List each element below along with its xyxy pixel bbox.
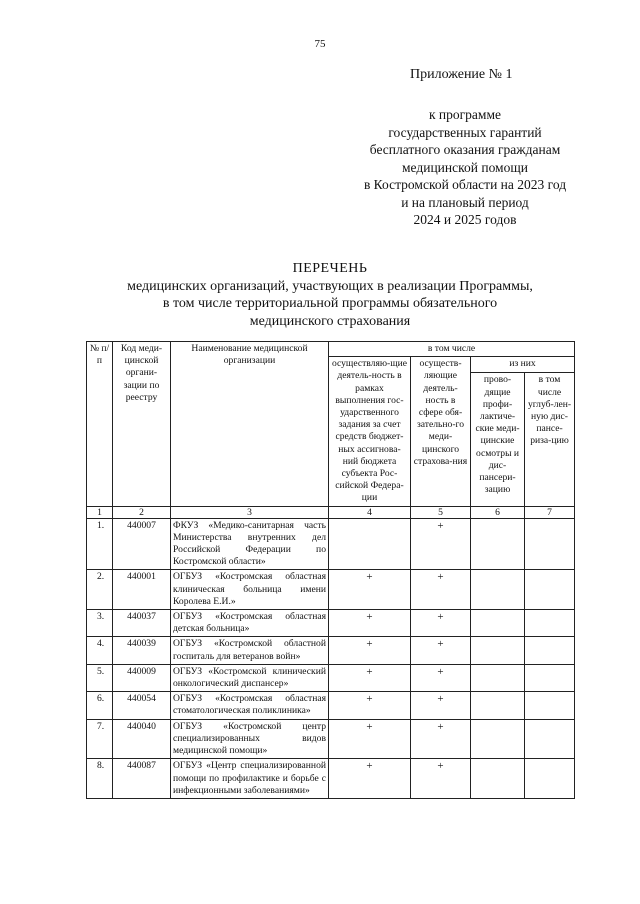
row-state-task-mark: + xyxy=(329,637,411,664)
row-number: 7. xyxy=(87,719,113,759)
row-state-task-mark xyxy=(329,518,411,570)
column-number-row xyxy=(87,506,575,518)
heading-title: ПЕРЕЧЕНЬ xyxy=(292,261,368,276)
row-in-depth-mark xyxy=(525,518,575,570)
row-number: 6. xyxy=(87,692,113,719)
column-number: 2 xyxy=(113,506,171,518)
row-in-depth-mark xyxy=(525,637,575,664)
header-state-task: осуществляю-щие деятель-ность в рамках выполнения гос-ударственного задания за счет средств бюджет-ных ассигнова-ний бюджета субъекта Рос-сийской Федера-ции xyxy=(329,357,411,506)
column-number: 1 xyxy=(87,506,113,518)
row-code: 440009 xyxy=(113,664,171,691)
appendix-subtitle-line: к программе xyxy=(428,107,501,122)
column-number: 6 xyxy=(471,506,525,518)
row-prophylactic-mark xyxy=(471,637,525,664)
row-number: 5. xyxy=(87,664,113,691)
table-row xyxy=(87,664,575,691)
table-row xyxy=(87,719,575,759)
appendix-subtitle-line: и на плановый период xyxy=(401,194,529,210)
row-in-depth-mark xyxy=(525,570,575,610)
row-oms-mark: + xyxy=(411,570,471,610)
row-organization-name: ОГБУЗ «Костромская областная клиническая больница имени Королева Е.И.» xyxy=(171,570,329,610)
column-number: 4 xyxy=(329,506,411,518)
row-organization-name: ОГБУЗ «Костромская областная стоматологическая поликлиника» xyxy=(171,692,329,719)
appendix-subtitle-line: бесплатного оказания гражданам xyxy=(369,142,561,157)
row-prophylactic-mark xyxy=(471,664,525,691)
header-in-depth: в том числе углуб-лен-ную дис-пансе-риза-цию xyxy=(525,373,575,506)
appendix-subtitle-line: медицинской помощи xyxy=(402,159,528,175)
row-code: 440037 xyxy=(113,610,171,637)
heading-line: медицинских организаций, участвующих в реализации Программы, xyxy=(127,278,533,294)
row-oms-mark: + xyxy=(411,610,471,637)
row-prophylactic-mark xyxy=(471,518,525,570)
row-in-depth-mark xyxy=(525,719,575,759)
row-code: 440007 xyxy=(113,518,171,570)
row-organization-name: ОГБУЗ «Центр специализированной помощи по профилактике и борьбе с инфекционными заболеваниями» xyxy=(171,759,329,799)
header-oms: осуществ-ляющие деятель-ность в сфере обя-зательно-го меди-цинского страхова-ния xyxy=(411,357,471,506)
appendix-title: Приложение № 1 xyxy=(410,67,513,82)
organizations-table xyxy=(86,341,575,799)
row-state-task-mark: + xyxy=(329,664,411,691)
table-row xyxy=(87,759,575,799)
row-code: 440039 xyxy=(113,637,171,664)
appendix-subtitle-line: государственных гарантий xyxy=(388,124,542,140)
row-state-task-mark: + xyxy=(329,759,411,799)
row-organization-name: ФКУЗ «Медико-санитарная часть Министерства внутренних дел Российской Федерации по Костромской области» xyxy=(171,518,329,570)
row-code: 440087 xyxy=(113,759,171,799)
appendix-subtitle-line: в Костромской области на 2023 год xyxy=(363,177,567,192)
header-name: Наименование медицинской организации xyxy=(171,342,329,507)
row-oms-mark: + xyxy=(411,692,471,719)
row-organization-name: ОГБУЗ «Костромской клинический онкологический диспансер» xyxy=(171,664,329,691)
table-row xyxy=(87,637,575,664)
row-oms-mark: + xyxy=(411,637,471,664)
row-number: 2. xyxy=(87,570,113,610)
heading-line: медицинского страхования xyxy=(249,313,411,329)
row-organization-name: ОГБУЗ «Костромской центр специализированных видов медицинской помощи» xyxy=(171,719,329,759)
row-in-depth-mark xyxy=(525,759,575,799)
row-number: 4. xyxy=(87,637,113,664)
row-prophylactic-mark xyxy=(471,692,525,719)
row-prophylactic-mark xyxy=(471,719,525,759)
row-code: 440040 xyxy=(113,719,171,759)
header-code: Код меди-цинской органи-зации по реестру xyxy=(113,342,171,507)
row-number: 3. xyxy=(87,610,113,637)
heading-line: в том числе территориальной программы обязательного xyxy=(162,296,498,311)
appendix-subtitle xyxy=(340,106,590,229)
table-row xyxy=(87,570,575,610)
header-including: в том числе xyxy=(329,342,575,357)
row-oms-mark: + xyxy=(411,664,471,691)
column-number: 5 xyxy=(411,506,471,518)
row-state-task-mark: + xyxy=(329,719,411,759)
row-in-depth-mark xyxy=(525,610,575,637)
appendix-subtitle-line: 2024 и 2025 годов xyxy=(413,212,517,227)
table-row xyxy=(87,518,575,570)
row-oms-mark: + xyxy=(411,518,471,570)
row-code: 440001 xyxy=(113,570,171,610)
row-oms-mark: + xyxy=(411,759,471,799)
column-number: 3 xyxy=(171,506,329,518)
table-row xyxy=(87,692,575,719)
row-in-depth-mark xyxy=(525,692,575,719)
row-prophylactic-mark xyxy=(471,759,525,799)
table-row xyxy=(87,610,575,637)
row-organization-name: ОГБУЗ «Костромской областной госпиталь для ветеранов войн» xyxy=(171,637,329,664)
row-code: 440054 xyxy=(113,692,171,719)
row-oms-mark: + xyxy=(411,719,471,759)
row-number: 8. xyxy=(87,759,113,799)
header-of-them: из них xyxy=(471,357,575,373)
row-number: 1. xyxy=(87,518,113,570)
row-state-task-mark: + xyxy=(329,610,411,637)
header-prophylactic: прово-дящие профи-лактиче-ские меди-цинские осмотры и дис-пансери-зацию xyxy=(471,373,525,506)
row-organization-name: ОГБУЗ «Костромская областная детская больница» xyxy=(171,610,329,637)
document-heading xyxy=(60,260,600,330)
row-in-depth-mark xyxy=(525,664,575,691)
column-number: 7 xyxy=(525,506,575,518)
header-no: № п/п xyxy=(87,342,113,507)
page-number: 75 xyxy=(314,38,326,50)
row-state-task-mark: + xyxy=(329,692,411,719)
row-prophylactic-mark xyxy=(471,570,525,610)
row-state-task-mark: + xyxy=(329,570,411,610)
row-prophylactic-mark xyxy=(471,610,525,637)
